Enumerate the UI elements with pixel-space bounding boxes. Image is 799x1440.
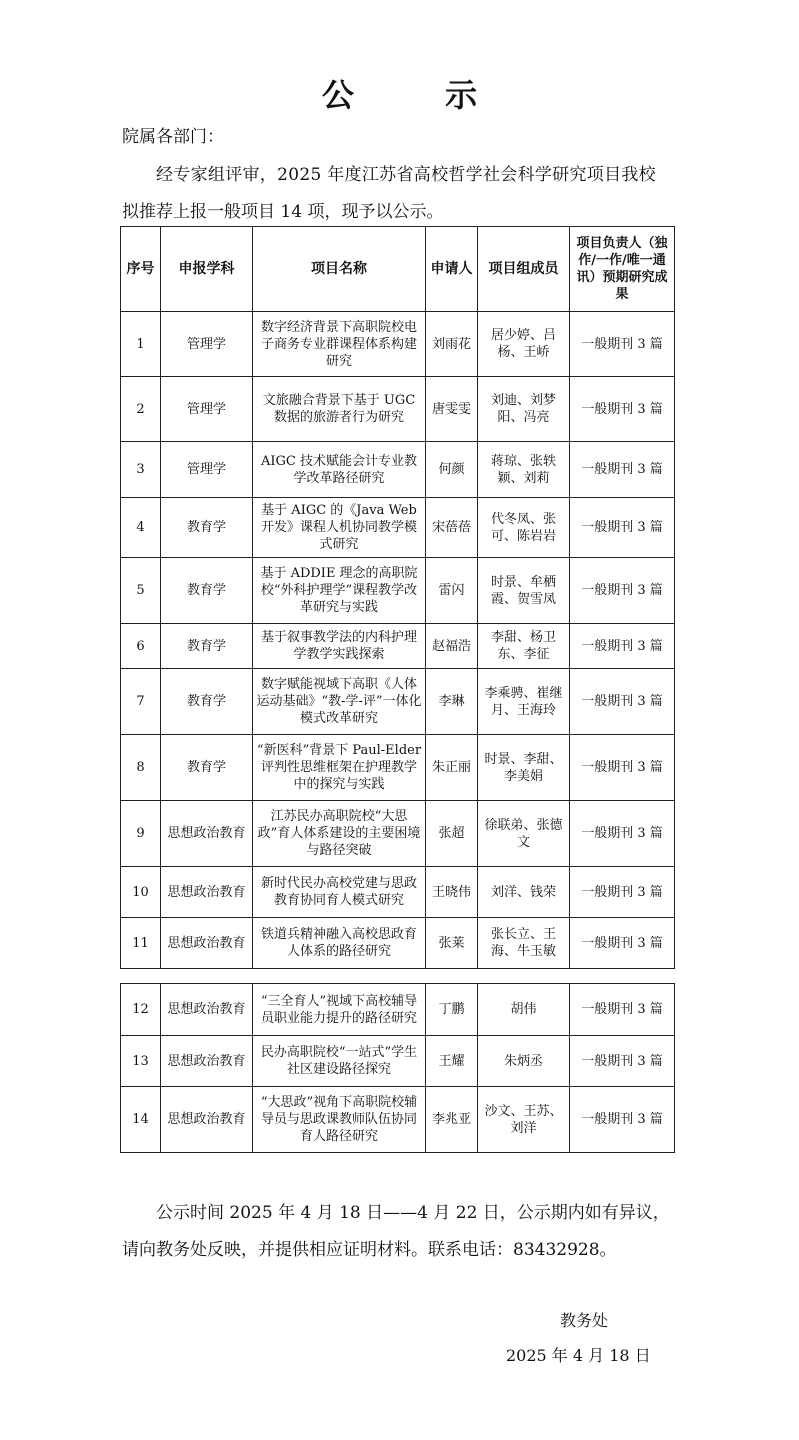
cell-result: 一般期刊 3 篇 — [570, 558, 675, 624]
intro-line-1: 经专家组评审，2025 年度江苏省高校哲学社会科学研究项目我校 — [156, 165, 656, 185]
cell-members: 蒋琼、张轶颖、刘莉 — [478, 442, 570, 498]
cell-project-name: 基于 ADDIE 理念的高职院校“外科护理学”课程教学改革研究与实践 — [253, 558, 426, 624]
greeting: 院属各部门： — [122, 127, 224, 147]
cell-project-name: 铁道兵精神融入高校思政育人体系的路径研究 — [253, 918, 426, 969]
cell-subject: 教育学 — [161, 498, 253, 558]
cell-no: 12 — [121, 984, 161, 1036]
cell-project-name: 数字赋能视域下高职《人体运动基础》“教-学-评”一体化模式改革研究 — [253, 669, 426, 735]
project-table-continued — [120, 983, 675, 1153]
cell-members: 沙文、王苏、刘洋 — [478, 1087, 570, 1153]
header-members: 项目组成员 — [478, 227, 570, 312]
cell-applicant: 何颜 — [426, 442, 478, 498]
cell-no: 5 — [121, 558, 161, 624]
cell-no: 1 — [121, 312, 161, 377]
cell-no: 11 — [121, 918, 161, 969]
cell-project-name: “大思政”视角下高职院校辅导员与思政课教师队伍协同育人路径研究 — [253, 1087, 426, 1153]
cell-subject: 教育学 — [161, 735, 253, 801]
cell-members: 李乘骋、崔继月、王海玲 — [478, 669, 570, 735]
cell-project-name: 基于 AIGC 的《Java Web 开发》课程人机协同教学模式研究 — [253, 498, 426, 558]
header-no: 序号 — [121, 227, 161, 312]
cell-subject: 思想政治教育 — [161, 867, 253, 918]
cell-project-name: 基于叙事教学法的内科护理学教学实践探索 — [253, 624, 426, 669]
cell-project-name: 数字经济背景下高职院校电子商务专业群课程体系构建研究 — [253, 312, 426, 377]
notice-line-2: 请向教务处反映，并提供相应证明材料。联系电话：83432928。 — [122, 1240, 617, 1260]
cell-subject: 教育学 — [161, 558, 253, 624]
header-expected-result: 项目负责人（独作/一作/唯一通讯）预期研究成果 — [570, 227, 675, 312]
table-row — [121, 867, 675, 918]
cell-result: 一般期刊 3 篇 — [570, 1087, 675, 1153]
table-row — [121, 735, 675, 801]
cell-members: 朱炳丞 — [478, 1036, 570, 1087]
cell-applicant: 宋蓓蓓 — [426, 498, 478, 558]
cell-applicant: 张莱 — [426, 918, 478, 969]
cell-result: 一般期刊 3 篇 — [570, 735, 675, 801]
cell-members: 代冬凤、张可、陈岩岩 — [478, 498, 570, 558]
cell-subject: 管理学 — [161, 377, 253, 442]
cell-project-name: 新时代民办高校党建与思政教育协同育人模式研究 — [253, 867, 426, 918]
cell-project-name: 江苏民办高职院校“大思政”育人体系建设的主要困境与路径突破 — [253, 801, 426, 867]
cell-result: 一般期刊 3 篇 — [570, 312, 675, 377]
cell-applicant: 刘雨花 — [426, 312, 478, 377]
cell-no: 4 — [121, 498, 161, 558]
table-row — [121, 442, 675, 498]
signature-date: 2025 年 4 月 18 日 — [506, 1346, 651, 1365]
cell-no: 6 — [121, 624, 161, 669]
table-row — [121, 624, 675, 669]
cell-result: 一般期刊 3 篇 — [570, 801, 675, 867]
cell-subject: 思想政治教育 — [161, 984, 253, 1036]
cell-no: 9 — [121, 801, 161, 867]
table-row — [121, 669, 675, 735]
cell-applicant: 张超 — [426, 801, 478, 867]
table-row — [121, 312, 675, 377]
cell-members: 刘洋、钱荣 — [478, 867, 570, 918]
cell-no: 8 — [121, 735, 161, 801]
cell-members: 居少婷、吕杨、王峤 — [478, 312, 570, 377]
cell-applicant: 雷闪 — [426, 558, 478, 624]
cell-no: 13 — [121, 1036, 161, 1087]
table-row — [121, 1087, 675, 1153]
cell-applicant: 丁鹏 — [426, 984, 478, 1036]
header-applicant: 申请人 — [426, 227, 478, 312]
cell-result: 一般期刊 3 篇 — [570, 984, 675, 1036]
cell-project-name: AIGC 技术赋能会计专业教学改革路径研究 — [253, 442, 426, 498]
cell-applicant: 王耀 — [426, 1036, 478, 1087]
cell-members: 胡伟 — [478, 984, 570, 1036]
table-row — [121, 984, 675, 1036]
cell-applicant: 唐雯雯 — [426, 377, 478, 442]
table-row — [121, 498, 675, 558]
cell-applicant: 李琳 — [426, 669, 478, 735]
cell-applicant: 赵福浩 — [426, 624, 478, 669]
cell-result: 一般期刊 3 篇 — [570, 377, 675, 442]
table-header-row — [121, 227, 675, 312]
cell-result: 一般期刊 3 篇 — [570, 669, 675, 735]
cell-result: 一般期刊 3 篇 — [570, 498, 675, 558]
cell-subject: 思想政治教育 — [161, 918, 253, 969]
cell-subject: 思想政治教育 — [161, 1087, 253, 1153]
cell-members: 李甜、杨卫东、李征 — [478, 624, 570, 669]
cell-no: 14 — [121, 1087, 161, 1153]
cell-members: 徐联弟、张德文 — [478, 801, 570, 867]
intro-line-2: 拟推荐上报一般项目 14 项，现予以公示。 — [122, 202, 444, 222]
table-row — [121, 558, 675, 624]
cell-no: 10 — [121, 867, 161, 918]
cell-no: 3 — [121, 442, 161, 498]
cell-project-name: “新医科”背景下 Paul-Elder 评判性思维框架在护理教学中的探究与实践 — [253, 735, 426, 801]
cell-result: 一般期刊 3 篇 — [570, 867, 675, 918]
cell-no: 2 — [121, 377, 161, 442]
cell-members: 刘迪、刘梦阳、冯亮 — [478, 377, 570, 442]
header-subject: 申报学科 — [161, 227, 253, 312]
cell-members: 时景、牟栖霞、贺雪凤 — [478, 558, 570, 624]
cell-no: 7 — [121, 669, 161, 735]
cell-project-name: 文旅融合背景下基于 UGC 数据的旅游者行为研究 — [253, 377, 426, 442]
project-table — [120, 226, 675, 969]
cell-project-name: “三全育人”视域下高校辅导员职业能力提升的路径研究 — [253, 984, 426, 1036]
cell-subject: 思想政治教育 — [161, 801, 253, 867]
cell-subject: 教育学 — [161, 624, 253, 669]
header-project-name: 项目名称 — [253, 227, 426, 312]
cell-applicant: 朱正丽 — [426, 735, 478, 801]
table-row — [121, 377, 675, 442]
cell-applicant: 李兆亚 — [426, 1087, 478, 1153]
cell-result: 一般期刊 3 篇 — [570, 624, 675, 669]
table-row — [121, 918, 675, 969]
table-row — [121, 801, 675, 867]
page-title: 公 示 — [321, 76, 518, 114]
cell-result: 一般期刊 3 篇 — [570, 918, 675, 969]
cell-applicant: 王晓伟 — [426, 867, 478, 918]
cell-subject: 思想政治教育 — [161, 1036, 253, 1087]
notice-line-1: 公示时间 2025 年 4 月 18 日——4 月 22 日，公示期内如有异议， — [156, 1203, 670, 1223]
cell-members: 张长立、王海、牛玉敏 — [478, 918, 570, 969]
cell-subject: 教育学 — [161, 669, 253, 735]
cell-result: 一般期刊 3 篇 — [570, 442, 675, 498]
cell-subject: 管理学 — [161, 312, 253, 377]
cell-result: 一般期刊 3 篇 — [570, 1036, 675, 1087]
cell-members: 时景、李甜、李美娟 — [478, 735, 570, 801]
table-row — [121, 1036, 675, 1087]
cell-subject: 管理学 — [161, 442, 253, 498]
cell-project-name: 民办高职院校“一站式”学生社区建设路径探究 — [253, 1036, 426, 1087]
signature-org: 教务处 — [560, 1311, 609, 1330]
